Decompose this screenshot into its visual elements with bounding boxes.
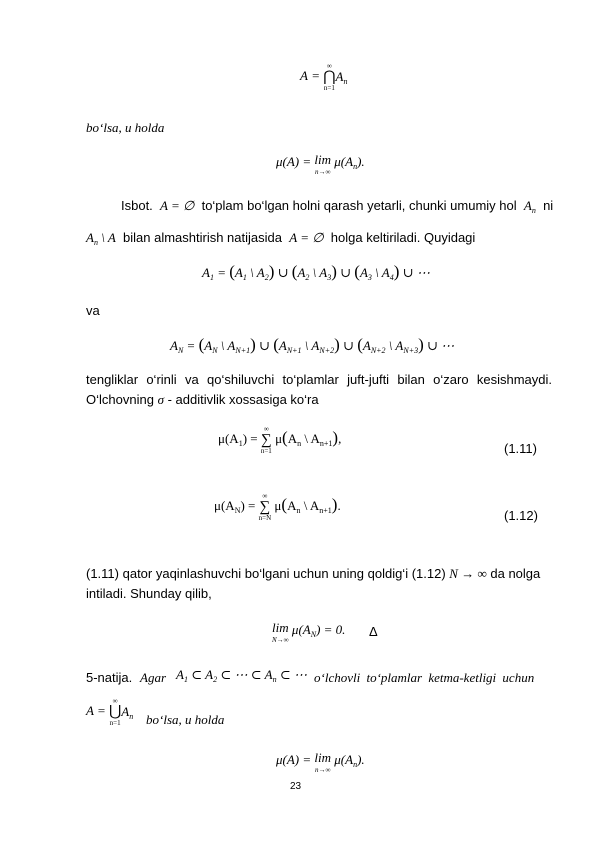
equation-1-12: $\mu(A_N)$ = ∞ ∑ n=N $\mu(A_n$ \ $A_{n+1}$).	[214, 492, 341, 522]
proof-line-2: $A_n$ \ A bilan almashtirish natijasida A = ∅ holga keltiriladi. Quyidagi	[86, 230, 476, 247]
formula-AN-decomposition: $A_N = (A_N$ \ $A_{N+1}$) ∪ ($A_{N+1}$ \ $A_{N+2}$) ∪ ($A_{N+2}$ \ $A_{N+3}$) ∪ ⋯	[170, 335, 455, 355]
additivlik-text: - additivlik xossasiga ko‘ra	[167, 392, 319, 407]
formula-union: A = ∞ ⋃ n=1 $A_n$	[86, 697, 134, 727]
formula-mu-lim-1: μ(A) = lim n→∞ $\mu(A_n)$.	[276, 152, 365, 176]
formula-lim-zero: lim N→∞ $\mu(A_N) = 0$.	[272, 620, 346, 644]
paragraph-qator-line1: (1.11) qator yaqinlashuvchi bo‘lgani uchun uning qoldig‘i (1.12) N → ∞ da nolga	[86, 566, 541, 581]
page-number: 23	[290, 781, 302, 792]
paragraph-tengliklar	[86, 370, 552, 410]
qed-symbol: Δ	[369, 624, 378, 639]
equation-number-1-12: (1.12)	[504, 508, 538, 523]
formula-increasing-chain: $A_1$ ⊂ $A_2$ ⊂ ⋯ ⊂ $A_n$ ⊂ ⋯	[176, 667, 307, 684]
formula-A1-decomposition: $A_1 = (A_1$ \ $A_2$) ∪ ($A_2$ \ $A_3$) ∪ ($A_3$ \ $A_4$) ∪ ⋯	[202, 262, 430, 282]
paragraph-qator	[86, 564, 552, 604]
corollary-label: 5-natija.	[86, 670, 133, 685]
paragraph-qator-line2: intiladi. Shunday qilib,	[86, 586, 212, 601]
formula-mu-lim-2: μ(A) = lim n→∞ $\mu(A_n)$.	[276, 750, 365, 774]
proof-text-2a: bilan almashtirish natijasida	[123, 230, 282, 245]
proof-text-1: to‘plam bo‘lgan holni qarash yetarli, chunki umumiy hol	[201, 198, 517, 213]
paragraph-tengliklar-line2: O‘lchovning σ - additivlik xossasiga ko‘ra	[86, 392, 319, 407]
paragraph-tengliklar-line1: tengliklar o‘rinli va qo‘shiluvchi to‘plamlar juft-jufti bilan o‘zaro kesishmaydi.	[86, 372, 552, 387]
corollary-text-1: o‘lchovli to‘plamlar ketma-ketligi uchun	[314, 670, 535, 685]
qator-text-b: da nolga	[490, 566, 541, 581]
equation-1-11: $\mu(A_1)$ = ∞ ∑ n=1 $\mu(A_n$ \ $A_{n+1}$),	[218, 425, 342, 455]
equation-number-1-11: (1.11)	[504, 441, 537, 456]
text-bolsa-holda-1: bo‘lsa, u holda	[86, 120, 165, 135]
proof-line-1: Isbot. A = ∅ to‘plam bo‘lgan holni qarash yetarli, chunki umumiy hol $A_n$ ni	[121, 198, 554, 215]
formula-intersection: A = ∞ ⋂ n=1 $A_n$	[300, 62, 348, 92]
proof-text-1c: ni	[543, 198, 554, 213]
corollary-agar: Agar	[140, 670, 166, 685]
text-va: va	[86, 303, 100, 318]
proof-label: Isbot.	[121, 198, 153, 213]
proof-text-2b: holga keltiriladi. Quyidagi	[330, 230, 476, 245]
corollary-text-2: bo‘lsa, u holda	[146, 712, 225, 727]
qator-text-a: (1.11) qator yaqinlashuvchi bo‘lgani uchun uning qoldig‘i (1.12)	[86, 566, 446, 581]
olchov-text: O‘lchovning	[86, 392, 154, 407]
